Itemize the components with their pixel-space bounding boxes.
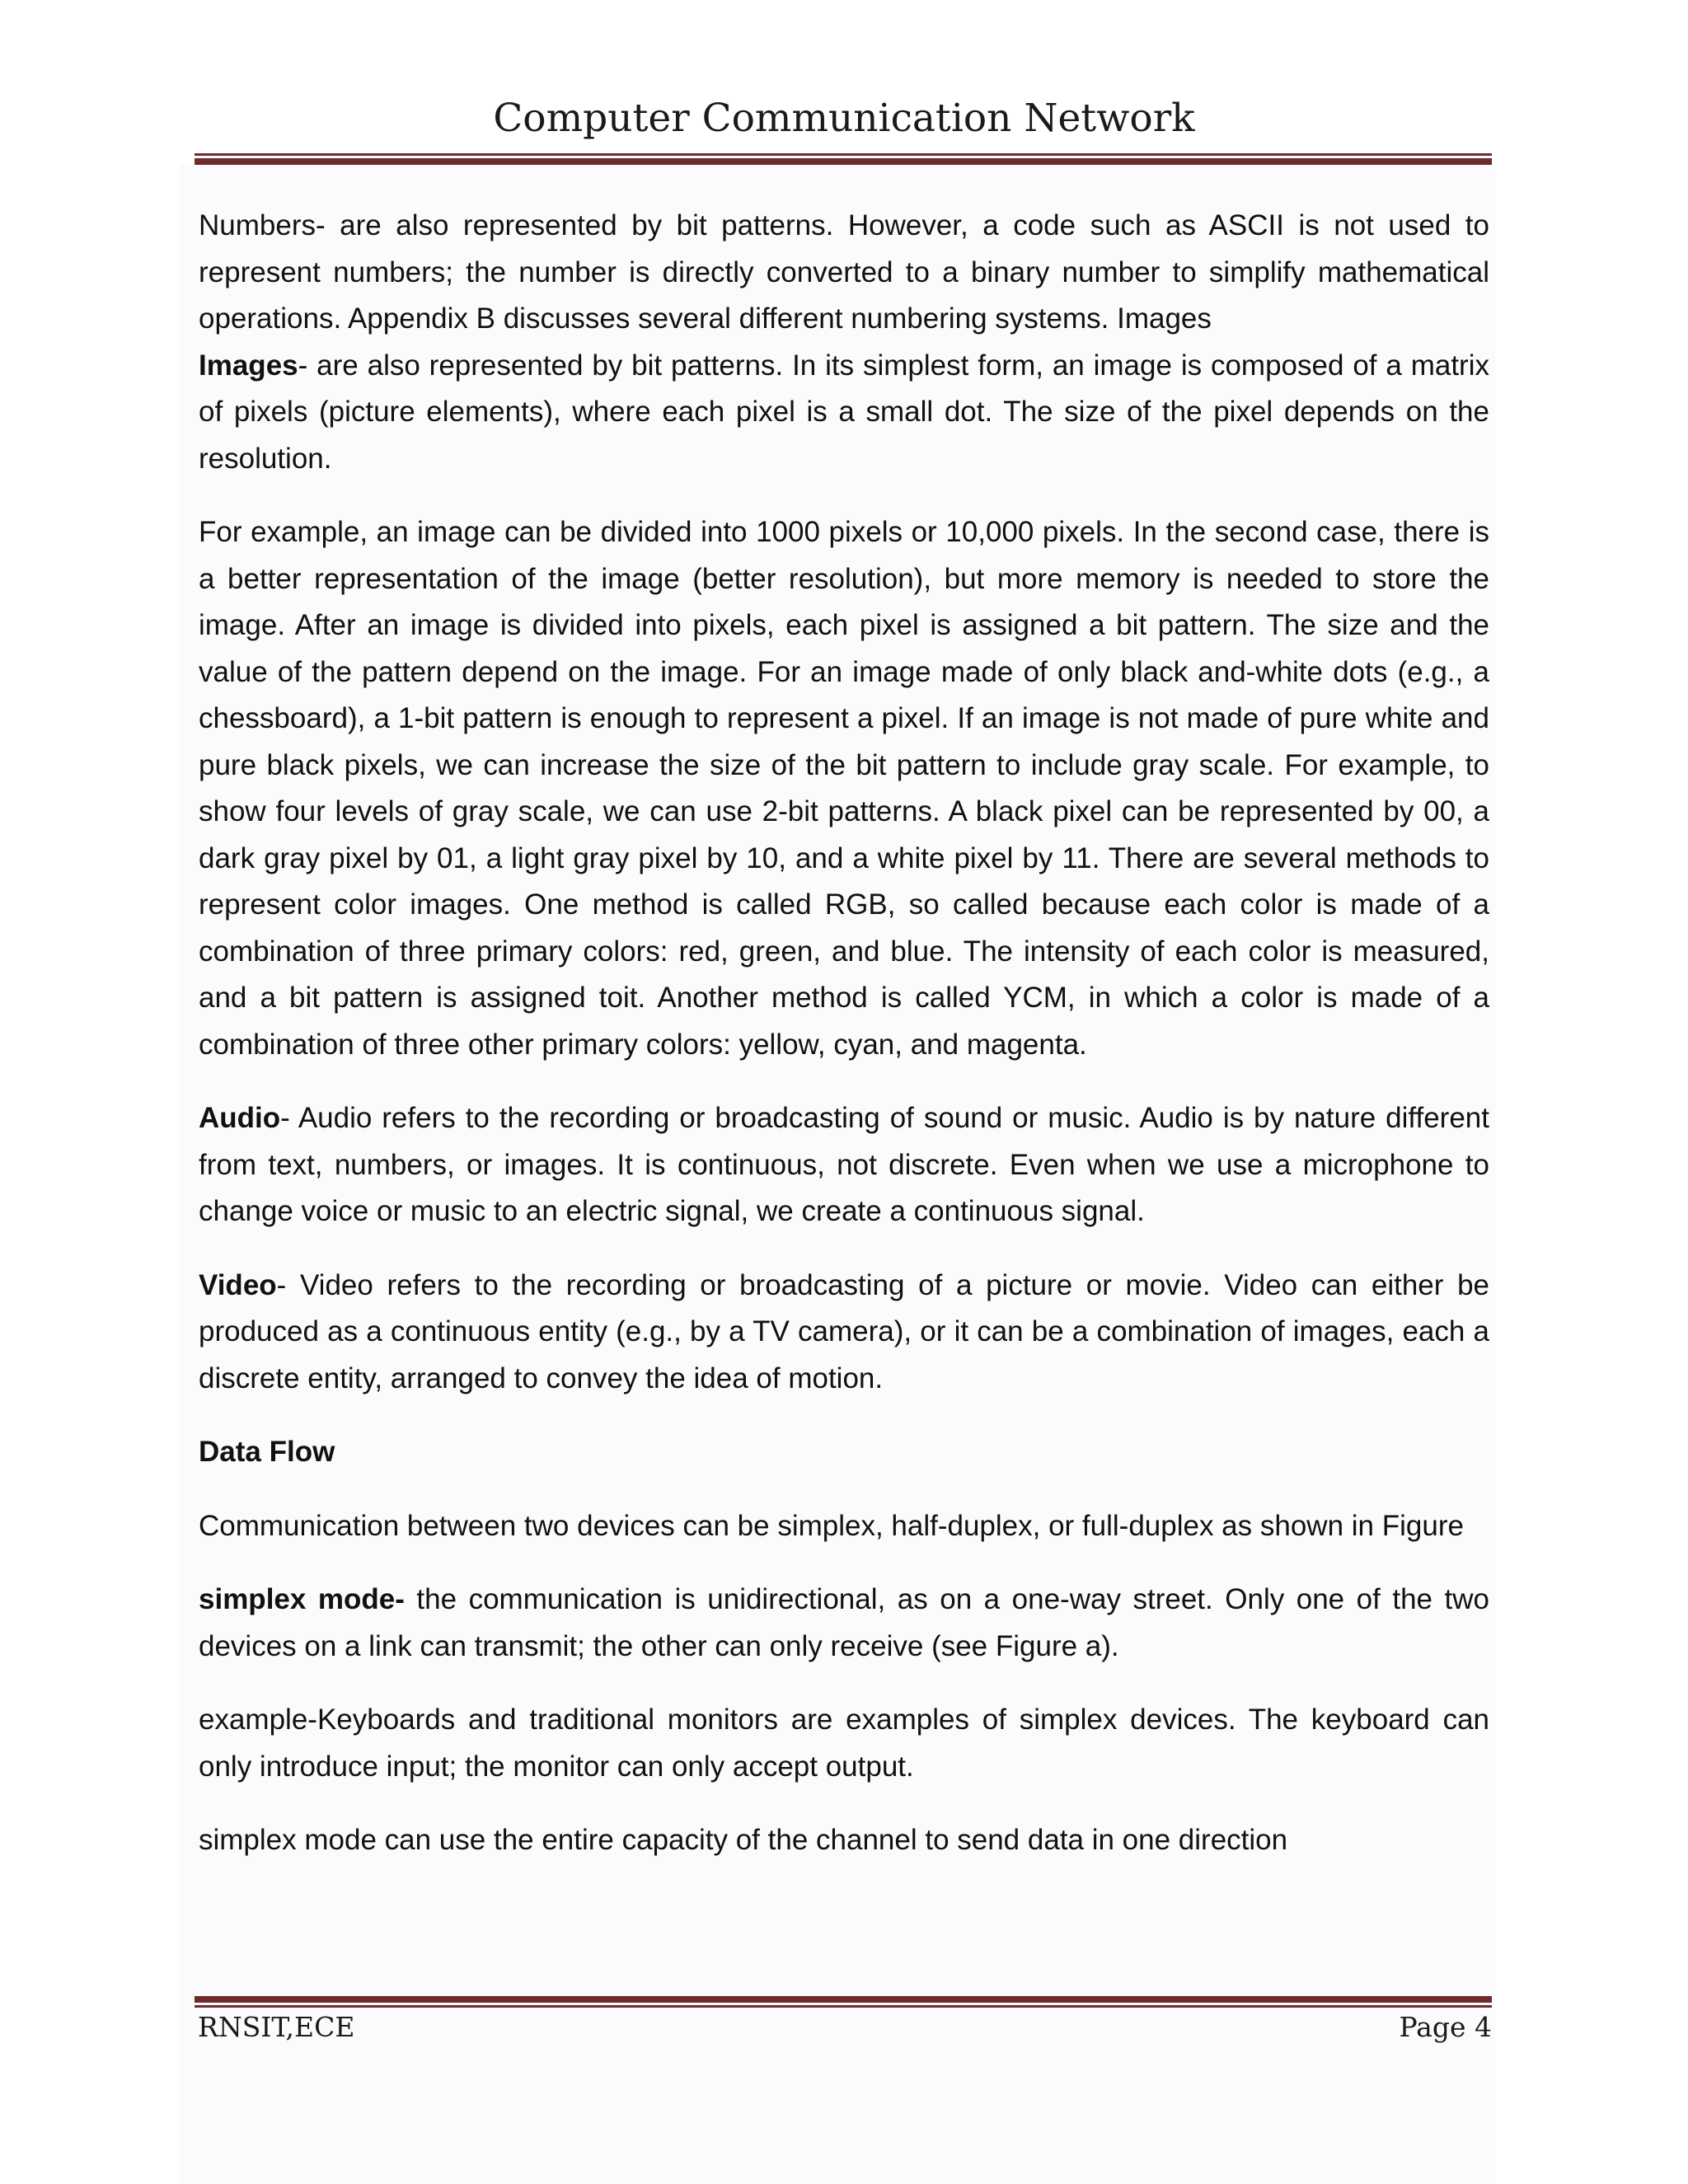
simplex-text: the communication is unidirectional, as on a one-way street. Only one of the two devices on a link can transmit; the other can only receive (see Figure a).: [199, 1583, 1489, 1662]
paragraph-numbers-images: [199, 203, 1489, 482]
footer-institution: RNSIT,ECE: [198, 2011, 355, 2043]
paragraph-data-flow: Communication between two devices can be simplex, half-duplex, or full-duplex as shown in Figure: [199, 1509, 1464, 1542]
section-heading-data-flow: [199, 1429, 1489, 1476]
audio-text: - Audio refers to the recording or broadcasting of sound or music. Audio is by nature different from text, numbers, or images. It is continuous, not discrete. Even when we use a microphone to change voice or music to an electric signal, we create a continuous signal.: [199, 1102, 1489, 1227]
page-header-title: Computer Communication Network: [493, 96, 1195, 141]
simplex-term: simplex mode-: [199, 1583, 405, 1615]
audio-term: Audio: [199, 1102, 281, 1134]
data-flow-heading: Data Flow: [199, 1436, 335, 1468]
header-rule: [195, 153, 1492, 165]
numbers-text: Numbers- are also represented by bit patterns. However, a code such as ASCII is not used to represent numbers; the number is directly converted to a binary number to simplify mathematical operations. Appendix B discusses several different numbering systems. Images: [199, 209, 1489, 335]
document-body: [199, 203, 1489, 1891]
images-term: Images: [199, 349, 298, 382]
footer-page-number: Page 4: [1399, 2011, 1492, 2043]
video-term: Video: [199, 1268, 277, 1301]
footer-rule: [195, 1996, 1492, 2008]
images-text: - are also represented by bit patterns. In its simplest form, an image is composed of a matrix of pixels (picture elements), where each pixel is a small dot. The size of the pixel depends on the resolution.: [199, 349, 1489, 475]
paragraph-simplex-capacity: simplex mode can use the entire capacity of the channel to send data in one direction: [199, 1824, 1288, 1856]
paragraph-image-example: For example, an image can be divided into 1000 pixels or 10,000 pixels. In the second case, there is a better representation of the image (better resolution), but more memory is needed to store the image. After an image is divided into pixels, each pixel is assigned a bit pattern. The size and the value of the pattern depend on the image. For an image made of only black and-white dots (e.g., a chessboard), a 1-bit pattern is enough to represent a pixel. If an image is not made of pure white and pure black pixels, we can increase the size of the bit pattern to include gray scale. For example, to show four levels of gray scale, we can use 2-bit patterns. A black pixel can be represented by 00, a dark gray pixel by 01, a light gray pixel by 10, and a white pixel by 11. There are several methods to represent color images. One method is called RGB, so called because each color is made of a combination of three primary colors: red, green, and blue. The intensity of each color is measured, and a bit pattern is assigned toit. Another method is called YCM, in which a color is made of a combination of three other primary colors: yellow, cyan, and magenta.: [199, 516, 1489, 1061]
paragraph-example: example-Keyboards and traditional monitors are examples of simplex devices. The keyboard can only introduce input; the monitor can only accept output.: [199, 1704, 1489, 1783]
video-text: - Video refers to the recording or broadcasting of a picture or movie. Video can either be produced as a continuous entity (e.g., by a TV camera), or it can be a combination of images, each a discrete entity, arranged to convey the idea of motion.: [199, 1268, 1489, 1394]
paragraph-simplex: [199, 1577, 1489, 1670]
paragraph-video: [199, 1263, 1489, 1403]
paragraph-audio: [199, 1095, 1489, 1235]
